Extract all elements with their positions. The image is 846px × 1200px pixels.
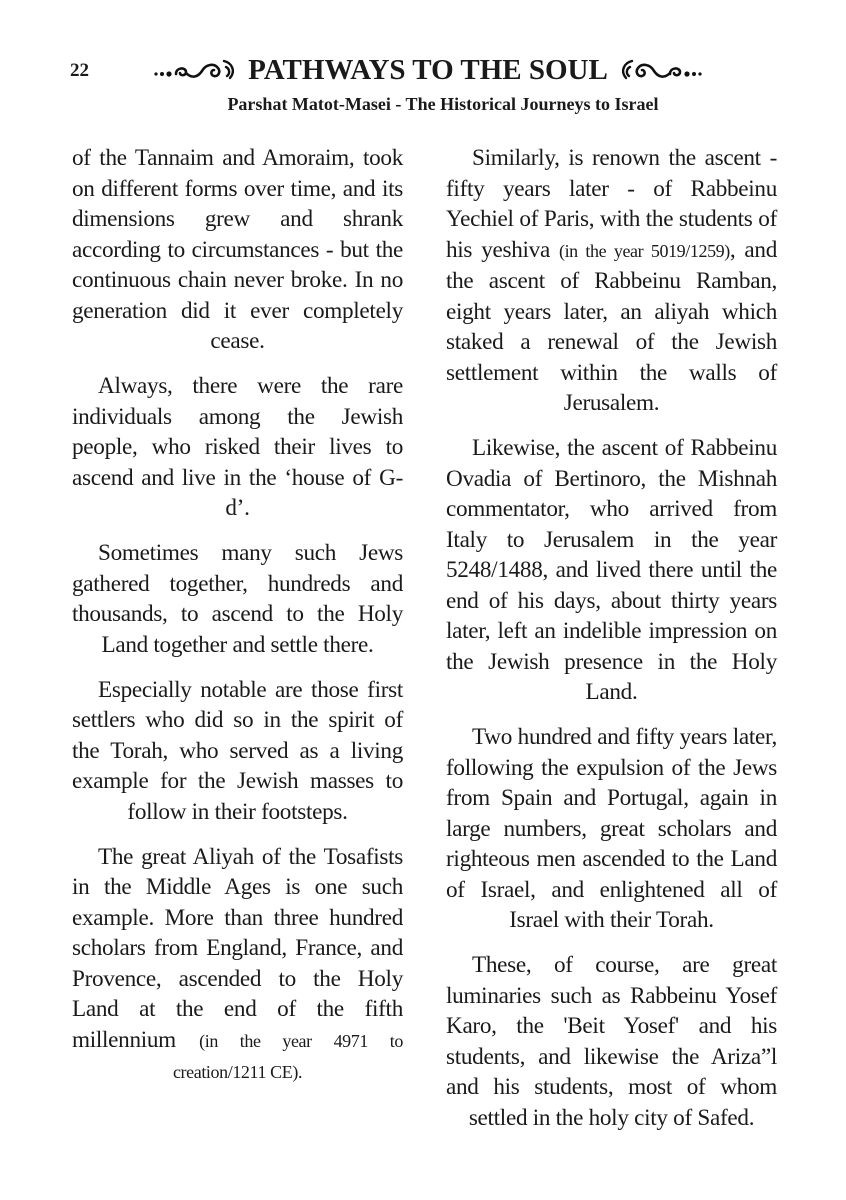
flourish-right-icon — [614, 55, 704, 85]
paragraph-text: These, of course, are great luminaries such as Rabbeinu Yosef Karo, the 'Beit Yosef' and his students, and likewise the Ariza”l and his students, most of whom settled in the holy city of Safed. — [446, 952, 777, 1131]
date-note: (in the year 5019/1259) — [558, 240, 730, 261]
paragraph — [72, 538, 403, 660]
chapter-subtitle: Parshat Matot-Masei - The Historical Journeys to Israel — [227, 94, 659, 114]
paragraph — [72, 842, 403, 1088]
paragraph — [446, 143, 777, 419]
paragraph-text: , and the ascent of Rabbeinu Ramban, eight years later, an aliyah which staked a renewal of the Jewish settlement within the walls of Jerusalem. — [446, 236, 777, 416]
paragraph — [446, 433, 777, 708]
paragraph-text: The great Aliyah of the Tosafists in the Middle Ages is one such example. More than three hundred scholars from England, France, and Provence, ascended to the Holy Land at the end of the fifth millennium — [72, 843, 403, 1053]
page-number: 22 — [70, 60, 89, 81]
paragraph — [446, 950, 777, 1133]
paragraph — [72, 143, 403, 357]
paragraph — [72, 371, 403, 524]
paragraph-text: Likewise, the ascent of Rabbeinu Ovadia of Bertinoro, the Mishnah commentator, who arrived from Italy to Jerusalem in the year 5248/1488, and lived there until the end of his days, about thirty years later, left an indelible impression on the Jewish presence in the Holy Land. — [446, 435, 777, 705]
running-title: PATHWAYS TO THE SOUL — [248, 53, 608, 86]
paragraph — [446, 722, 777, 936]
running-head — [130, 50, 726, 90]
flourish-left-icon — [152, 55, 242, 85]
paragraph-text: Similarly, is renown the ascent - fifty years later - of Rabbeinu Yechiel of Paris, with the students of his yeshiva — [446, 145, 777, 263]
paragraph — [72, 675, 403, 828]
left-column — [72, 143, 403, 1102]
paragraph-text: Especially notable are those first settlers who did so in the spirit of the Torah, who served as a living example for the Jewish masses to follow in their footsteps. — [72, 676, 403, 825]
paragraph-text: Sometimes many such Jews gathered together, hundreds and thousands, to ascend to the Holy Land together and settle there. — [72, 540, 403, 658]
paragraph-text: of the Tannaim and Amoraim, took on different forms over time, and its dimensions grew and shrank according to circumstances - but the continuous chain never broke. In no generation did it ever completely cease. — [72, 145, 403, 354]
right-column — [446, 143, 777, 1148]
paragraph-text: Two hundred and fifty years later, following the expulsion of the Jews from Spain and Portugal, again in large numbers, great scholars and righteous men ascended to the Land of Israel, and enlightened all of Israel with their Torah. — [446, 724, 777, 933]
paragraph-text: Always, there were the rare individuals among the Jewish people, who risked their lives to ascend and live in the ‘house of G-d’. — [72, 373, 403, 521]
date-note: (in the year 4971 to creation/1211 CE). — [172, 1030, 403, 1082]
